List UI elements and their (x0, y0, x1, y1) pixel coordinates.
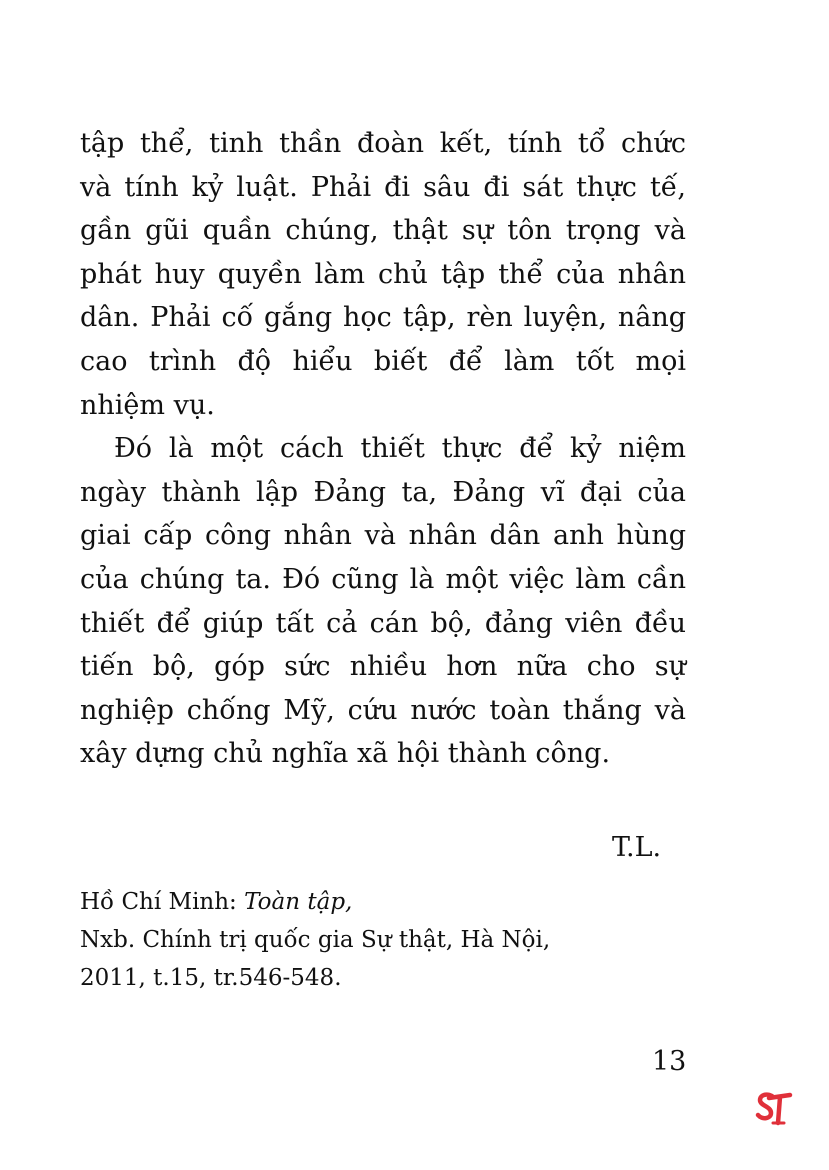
citation-details: 2011, t.15, tr.546-548. (80, 965, 342, 991)
text-line: tiến bộ, góp sức nhiều hơn nữa cho sự (80, 651, 686, 683)
text-line: gần gũi quần chúng, thật sự tôn trọng và (80, 215, 686, 247)
text-line: nhiệm vụ. (80, 389, 215, 421)
paragraph-2 (80, 427, 686, 776)
citation-line-1 (80, 883, 686, 921)
text-line: tập thể, tinh thần đoàn kết, tính tổ chức (80, 128, 686, 159)
citation-author: Hồ Chí Minh: (80, 889, 245, 915)
source-citation (80, 883, 686, 997)
paragraph-1 (80, 122, 686, 427)
publisher-logo-icon (754, 1089, 794, 1129)
text-line: ngày thành lập Đảng ta, Đảng vĩ đại của (80, 476, 686, 508)
text-line: giai cấp công nhân và nhân dân anh hùng (80, 520, 686, 552)
text-line: của chúng ta. Đó cũng là một việc làm cần (80, 563, 686, 595)
text-line: Đó là một cách thiết thực để kỷ niệm (114, 433, 686, 465)
citation-title: Toàn tập, (244, 889, 353, 915)
text-line: xây dựng chủ nghĩa xã hội thành công. (80, 738, 611, 770)
signature: T.L. (612, 832, 662, 863)
page-number: 13 (652, 1046, 687, 1077)
body-text (80, 122, 686, 776)
text-line: và tính kỷ luật. Phải đi sâu đi sát thực tế, (80, 171, 686, 203)
text-line: phát huy quyền làm chủ tập thể của nhân (80, 258, 686, 290)
text-line: thiết để giúp tất cả cán bộ, đảng viên đều (80, 607, 686, 639)
text-line: cao trình độ hiểu biết để làm tốt mọi (80, 345, 686, 377)
text-line: dân. Phải cố gắng học tập, rèn luyện, nâng (80, 302, 686, 334)
text-line: nghiệp chống Mỹ, cứu nước toàn thắng và (80, 694, 686, 726)
citation-publisher: Nxb. Chính trị quốc gia Sự thật, Hà Nội, (80, 927, 551, 953)
